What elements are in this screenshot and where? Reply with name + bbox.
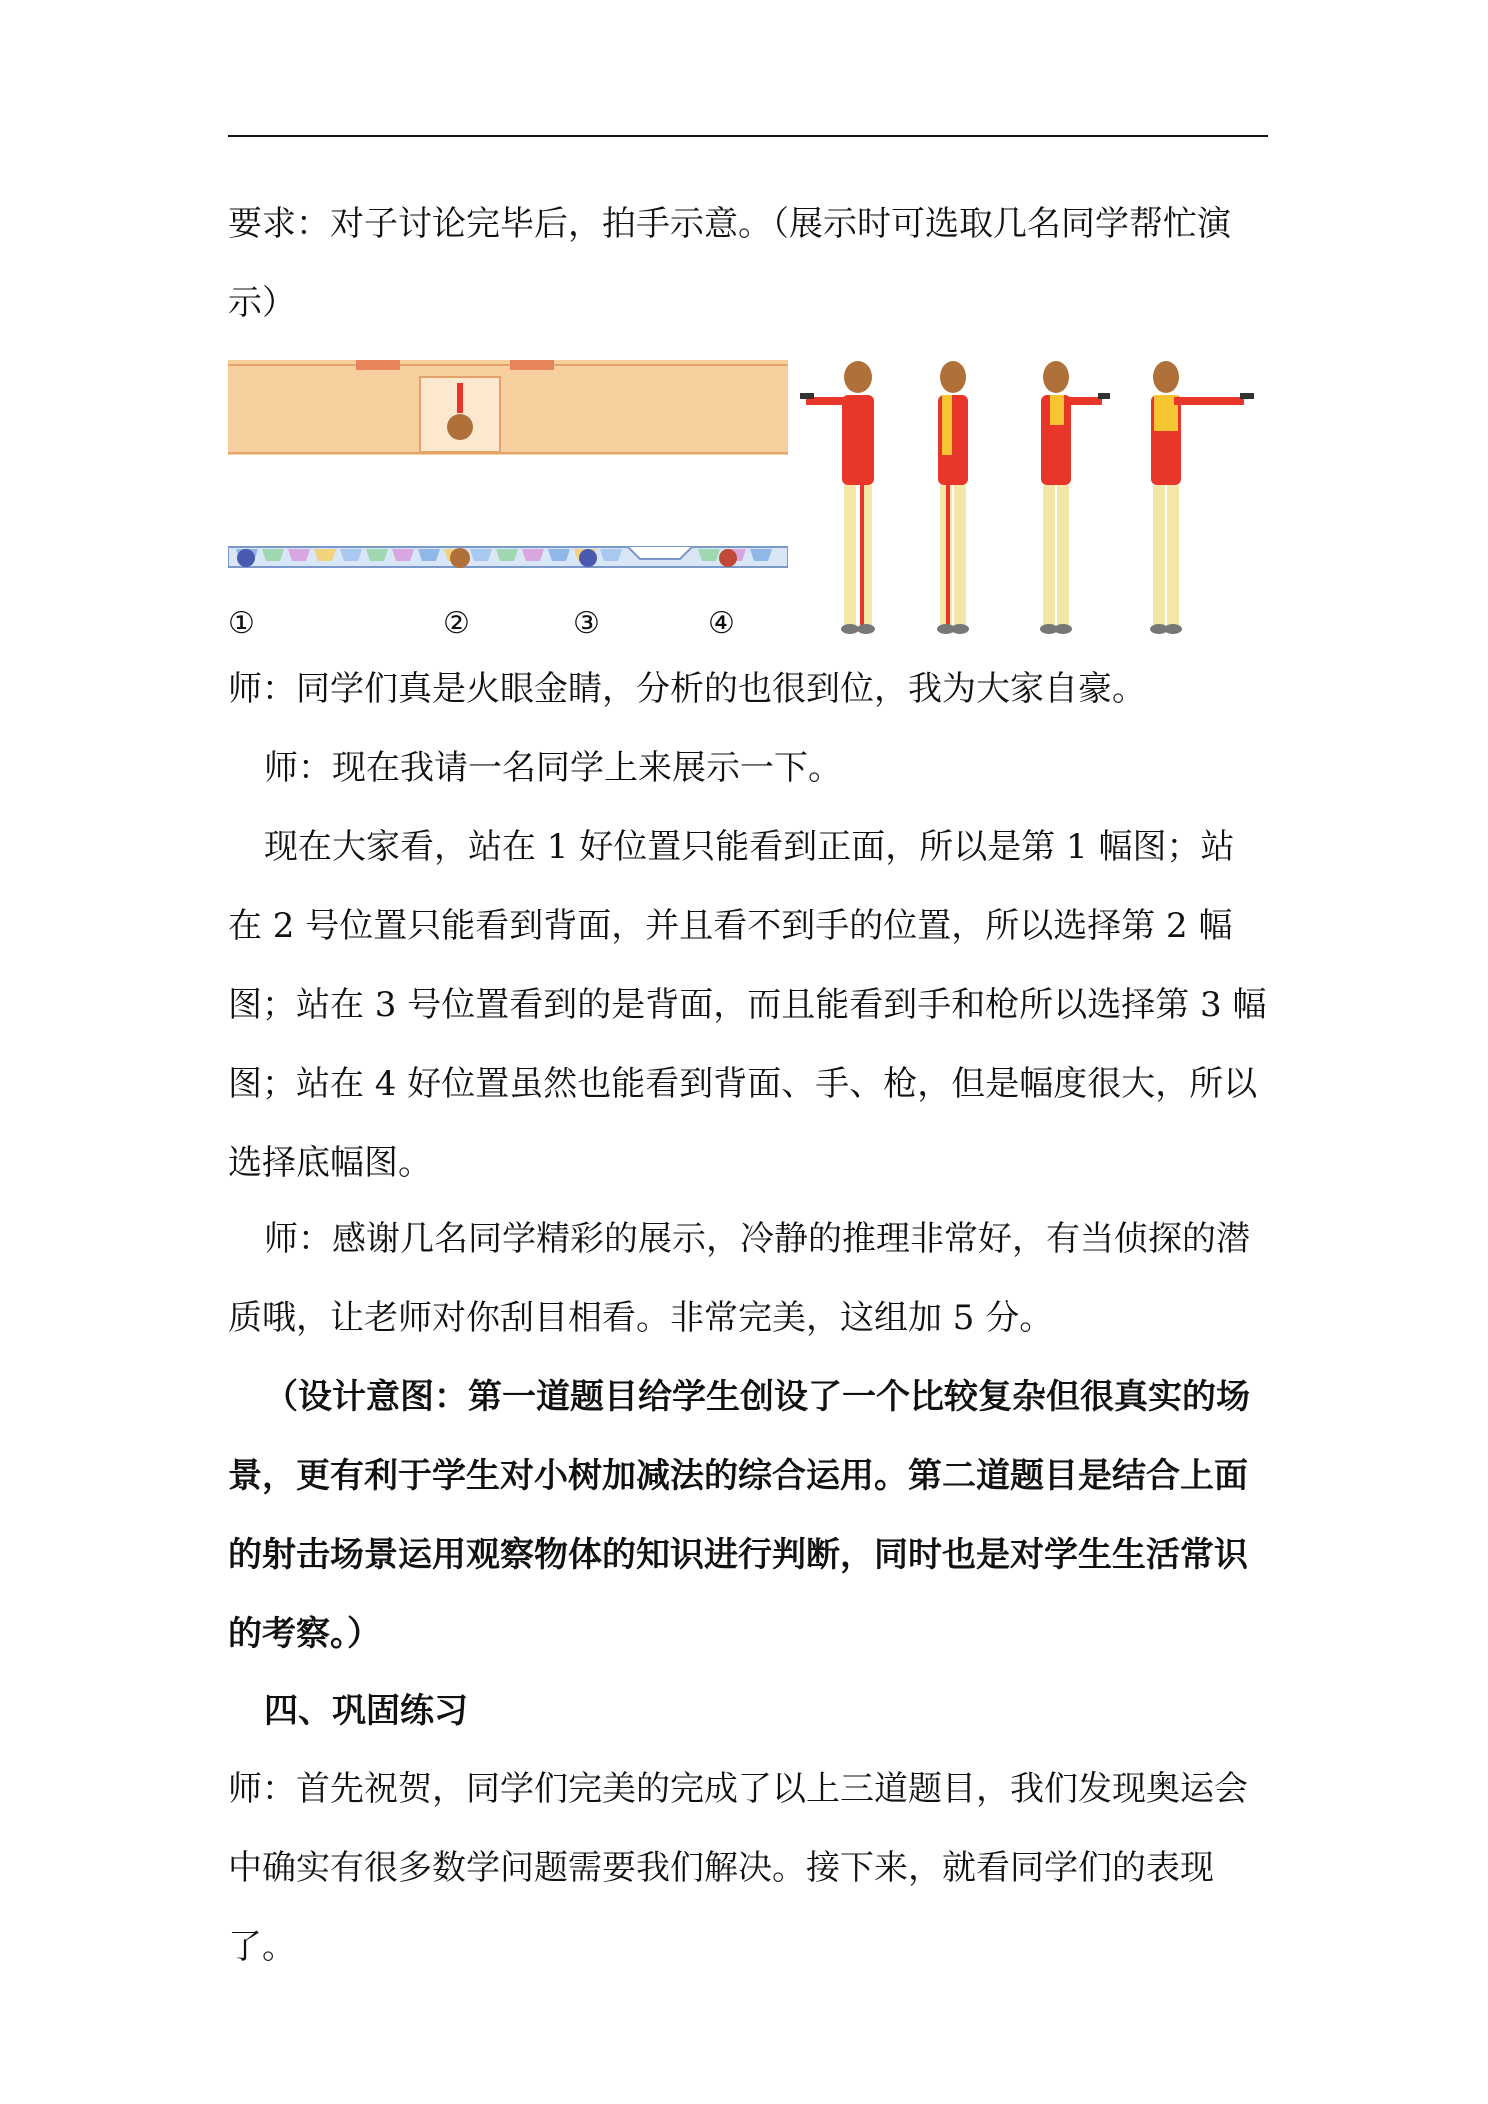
explanation-paragraph: 现在大家看，站在 1 好位置只能看到正面，所以是第 1 幅图；站在 2 号位置只能看到背面，并且看不到手的位置，所以选择第 2 幅图；站在 3 号位置看到的是背面，而且能看到手和枪所以选择第 3 幅图；站在 4 好位置虽然也能看到背面、手、枪，但是幅度很大，所以选择底幅图。 bbox=[228, 827, 1267, 1183]
range-marker-2 bbox=[510, 360, 554, 370]
position-label-3: ③ bbox=[573, 606, 600, 641]
range-top-view bbox=[228, 355, 788, 605]
design-intent-paragraph: （设计意图：第一道题目给学生创设了一个比较复杂但很真实的场景，更有利于学生对小树加减法的综合运用。第二道题目是结合上面的射击场景运用观察物体的知识进行判断，同时也是对学生生活常识的考察。） bbox=[228, 1377, 1250, 1654]
shooting-range-figure bbox=[228, 355, 1268, 655]
shooter-views bbox=[798, 355, 1268, 655]
requirement-paragraph: 要求：对子讨论完毕后，拍手示意。（展示时可选取几名同学帮忙演示） bbox=[228, 204, 1231, 323]
teacher-congrats-paragraph: 师：首先祝贺，同学们完美的完成了以上三道题目，我们发现奥运会中确实有很多数学问题需要我们解决。接下来，就看同学们的表现了。 bbox=[228, 1769, 1248, 1967]
section-heading: 四、巩固练习 bbox=[264, 1691, 468, 1731]
teacher-thanks-paragraph: 师：感谢几名同学精彩的展示，冷静的推理非常好，有当侦探的潜质哦，让老师对你刮目相看。非常完美，这组加 5 分。 bbox=[228, 1219, 1250, 1338]
range-floor bbox=[228, 360, 788, 455]
teacher-invite-paragraph: 师：现在我请一名同学上来展示一下。 bbox=[264, 748, 842, 788]
position-label-4: ④ bbox=[708, 606, 735, 641]
position-label-1: ① bbox=[228, 606, 255, 641]
shooter-view-back bbox=[937, 361, 969, 634]
range-marker-1 bbox=[356, 360, 400, 370]
top-view-shooter bbox=[447, 414, 473, 440]
spectator-1 bbox=[237, 549, 255, 567]
shooter-view-back-wide bbox=[1150, 361, 1254, 634]
spectator-4 bbox=[719, 549, 737, 567]
spectator-3 bbox=[579, 549, 597, 567]
position-label-2: ② bbox=[443, 606, 470, 641]
teacher-praise-paragraph: 师：同学们真是火眼金睛，分析的也很到位，我为大家自豪。 bbox=[228, 669, 1146, 709]
shooter-view-back-with-hand bbox=[1040, 361, 1110, 634]
shooter-view-front bbox=[800, 361, 875, 634]
spectator-2 bbox=[450, 548, 470, 568]
header-rule bbox=[228, 135, 1268, 137]
